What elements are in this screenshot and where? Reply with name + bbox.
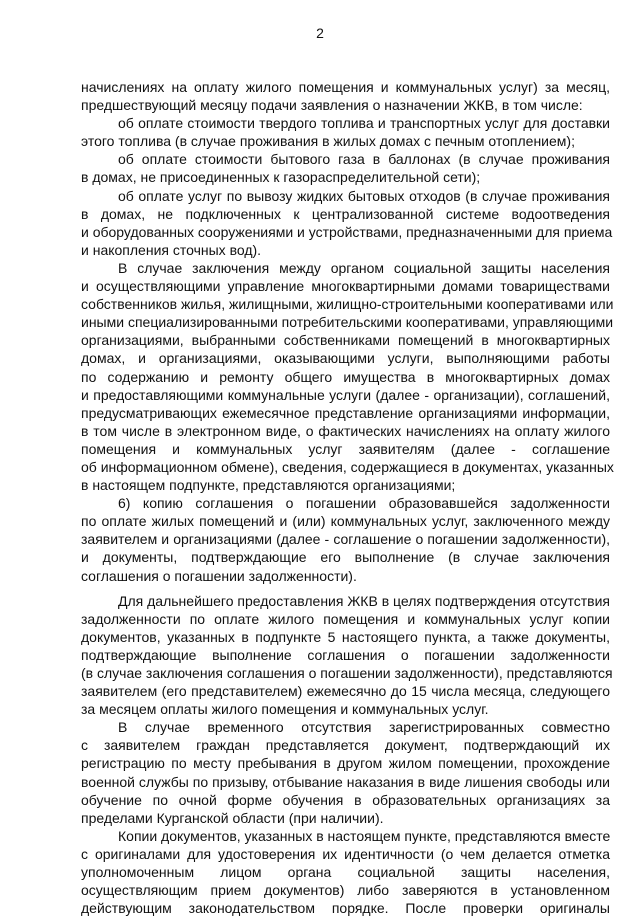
text-line: и документы, подтверждающие его выполнение (в случае заключения: [81, 549, 610, 566]
text-line: с заявителем граждан представляется документ, подтверждающий их: [81, 737, 610, 754]
text-line: по оплате жилых помещений и (или) коммунальных услуг, заключенного между: [81, 513, 610, 530]
text-line: документов, указанных в подпункте 5 настоящего пункта, а также документы,: [81, 628, 610, 645]
text-line: подтверждающие выполнение соглашения о погашении задолженности: [81, 646, 610, 663]
text-line: в домах, не подключенных к централизованной системе водоотведения: [81, 205, 610, 222]
text-line: об оплате стоимости твердого топлива и транспортных услуг для доставки: [118, 115, 610, 132]
text-line: иными специализированными потребительскими кооперативами, управляющими: [81, 314, 614, 331]
text-line: в домах, не присоединенных к газораспределительной сети);: [81, 169, 481, 186]
text-line: военной службы по призыву, отбывание наказания в виде лишения свободы или: [81, 773, 610, 790]
text-line: и предоставляющими коммунальные услуги (далее - организации), соглашений,: [81, 386, 610, 403]
text-line: В случае временного отсутствия зарегистрированных совместно: [118, 719, 610, 736]
document-body: [81, 78, 614, 917]
text-line: и накопления сточных вод).: [81, 241, 262, 258]
text-line: заявителем (его представителем) ежемесячно до 15 числа месяца, следующего: [81, 683, 610, 700]
text-line: В случае заключения между органом социальной защиты населения: [118, 259, 610, 276]
text-line: в том числе в электронном виде, о фактических начислениях на оплату жилого: [81, 422, 610, 439]
text-line: и осуществляющими управление многоквартирными домами товариществами: [81, 278, 610, 295]
text-line: в настоящем подпункте, представляются организациями;: [81, 477, 456, 494]
text-line: (в случае заключения соглашения о погашении задолженности), представляются: [81, 665, 613, 681]
text-line: домах, и организациями, оказывающими услуги, выполняющими работы: [81, 350, 610, 367]
text-line: уполномоченным лицом органа социальной защиты населения,: [81, 864, 610, 881]
text-line: действующим законодательством порядке. После проверки оригиналы: [81, 900, 610, 917]
text-line: этого топлива (в случае проживания в жилых домах с печным отоплением);: [81, 133, 575, 150]
text-line: пределами Курганской области (при наличии).: [81, 809, 384, 826]
text-line: 6) копию соглашения о погашении образовавшейся задолженности: [118, 495, 610, 512]
text-line: соглашения о погашении задолженности).: [81, 567, 357, 584]
text-line: осуществляющим прием документов) либо заверяются в установленном: [81, 882, 610, 899]
text-line: собственников жилья, жилищными, жилищно-строительными кооперативами или: [81, 296, 614, 313]
text-line: об оплате стоимости бытового газа в баллонах (в случае проживания: [118, 151, 610, 168]
text-line: об оплате услуг по вывозу жидких бытовых отходов (в случае проживания: [118, 187, 610, 204]
text-line: об информационном обмене), сведения, содержащиеся в документах, указанных: [81, 458, 614, 475]
text-line: обучение по очной форме обучения в образовательных организациях за: [81, 791, 610, 808]
text-line: и оборудованных сооружениями и устройствами, предназначенными для приема: [81, 223, 613, 240]
text-line: предусматривающих ежемесячное представление организациями информации,: [81, 404, 610, 421]
text-line: организациями, выбранными собственниками помещений в многоквартирных: [81, 332, 610, 349]
text-line: начислениях на оплату жилого помещения и коммунальных услуг) за месяц,: [81, 79, 610, 95]
text-line: регистрацию по месту пребывания в другом жилом помещении, прохождение: [81, 755, 610, 772]
text-line: помещения и коммунальных услуг заявителям (далее - соглашение: [81, 440, 610, 457]
text-line: Копии документов, указанных в настоящем пункте, представляются вместе: [118, 827, 611, 844]
text-line: заявителем и организациями (далее - соглашение о погашении задолженности),: [81, 531, 610, 548]
page-number: 2: [316, 25, 324, 41]
paragraph-spacer: [81, 585, 610, 592]
text-line: Для дальнейшего предоставления ЖКВ в целях подтверждения отсутствия: [118, 592, 610, 609]
text-line: по содержанию и ремонту общего имущества в многоквартирных домах: [81, 368, 610, 385]
text-line: с оригиналами для удостоверения их идентичности (о чем делается отметка: [81, 845, 610, 862]
text-line: предшествующий месяцу подачи заявления о назначении ЖКВ, в том числе:: [81, 97, 583, 114]
text-line: задолженности по оплате жилого помещения и коммунальных услуг копии: [81, 610, 610, 627]
text-line: за месяцем оплаты жилого помещения и коммунальных услуг.: [81, 701, 489, 718]
